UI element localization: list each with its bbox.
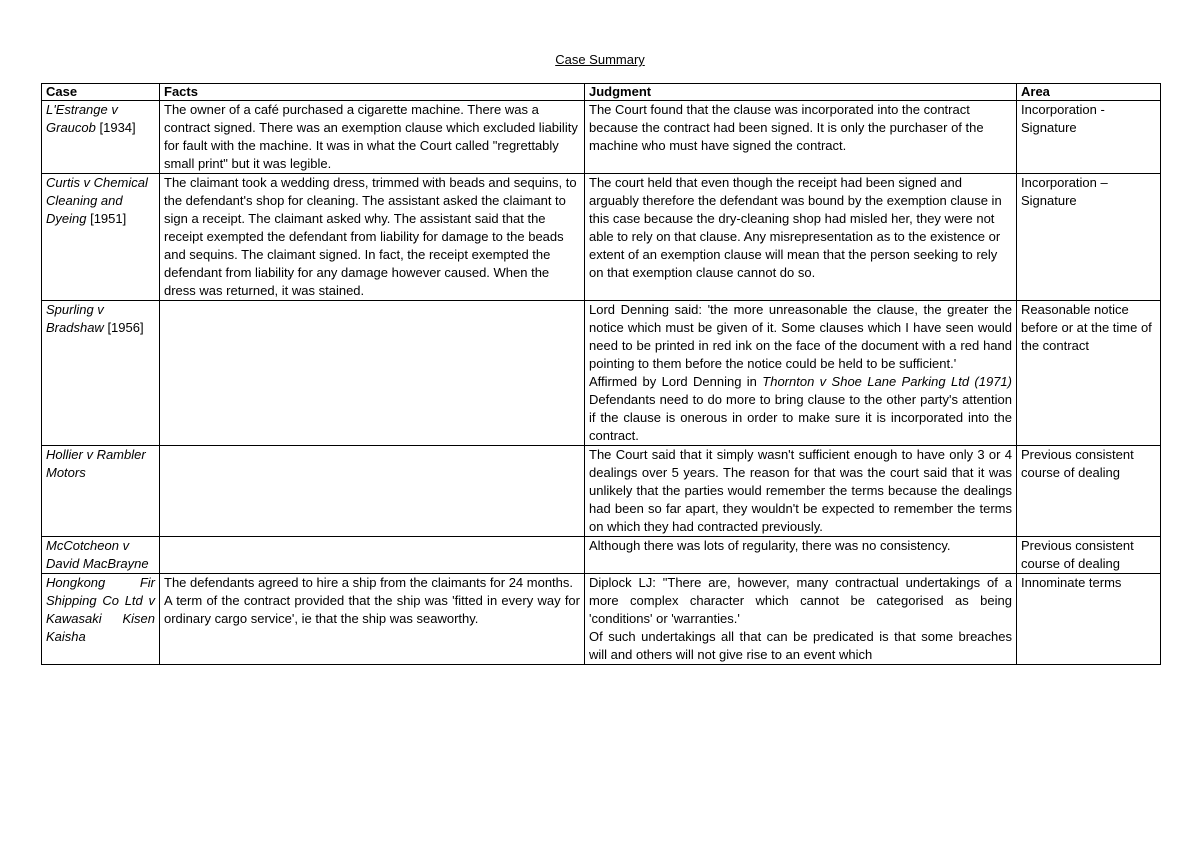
area-cell: Reasonable notice before or at the time of the contract [1017, 301, 1161, 446]
table-row [42, 574, 1161, 665]
header-judgment: Judgment [585, 84, 1017, 101]
facts-cell [160, 301, 585, 446]
case-cell [42, 101, 160, 174]
facts-cell [160, 537, 585, 574]
case-summary-table [41, 83, 1161, 665]
table-row [42, 446, 1161, 537]
table-header-row [42, 84, 1161, 101]
judgment-text: Affirmed by Lord Denning in [589, 374, 763, 389]
case-name: Curtis v Chemical Cleaning and Dyeing [46, 175, 148, 226]
area-cell: Incorporation - Signature [1017, 101, 1161, 174]
judgment-text: Defendants need to do more to bring clause to the other party's attention if the clause is onerous in order to make sure it is incorporated into the contract. [589, 392, 1012, 443]
header-facts: Facts [160, 84, 585, 101]
case-name: McCotcheon v David MacBrayne [46, 538, 149, 571]
judgment-text: Of such undertakings all that can be predicated is that some breaches will and others will not give rise to an event which [589, 629, 1012, 662]
table-row [42, 101, 1161, 174]
area-cell: Innominate terms [1017, 574, 1161, 665]
case-cell [42, 574, 160, 665]
judgment-cell: The court held that even though the receipt had been signed and arguably therefore the defendant was bound by the exemption clause in this case because the dry-cleaning shop had misled her, they were not able to rely on that clause. Any misrepresentation as to the existence or extent of an exemption clause will mean that the person seeking to rely on that exemption clause cannot do so. [585, 174, 1017, 301]
case-citation: Thornton v Shoe Lane Parking Ltd (1971) [762, 374, 1012, 389]
case-name: L'Estrange v Graucob [46, 102, 118, 135]
table-row [42, 174, 1161, 301]
header-area: Area [1017, 84, 1161, 101]
case-name: Spurling v Bradshaw [46, 302, 104, 335]
facts-text: A term of the contract provided that the ship was 'fitted in every way for ordinary cargo service', ie that the ship was seaworthy. [164, 593, 580, 626]
case-year: [1956] [107, 320, 144, 335]
facts-cell: The owner of a café purchased a cigarette machine. There was a contract signed. There was an exemption clause which excluded liability for fault with the machine. It was in what the Court called "regrettably small print" but it was legible. [160, 101, 585, 174]
judgment-cell: Although there was lots of regularity, there was no consistency. [585, 537, 1017, 574]
judgment-cell: The Court found that the clause was incorporated into the contract because the contract had been signed. It is only the purchaser of the machine who must have signed the contract. [585, 101, 1017, 174]
area-cell: Previous consistent course of dealing [1017, 446, 1161, 537]
case-cell [42, 174, 160, 301]
case-cell [42, 301, 160, 446]
case-year: [1934] [99, 120, 136, 135]
judgment-text: Diplock LJ: "There are, however, many contractual undertakings of a more complex character which cannot be categorised as being 'conditions' or 'warranties.' [589, 575, 1012, 626]
table-row [42, 537, 1161, 574]
header-case: Case [42, 84, 160, 101]
case-name: Hollier v Rambler Motors [46, 447, 146, 480]
page-title: Case Summary [555, 52, 645, 67]
area-cell: Previous consistent course of dealing [1017, 537, 1161, 574]
case-cell [42, 537, 160, 574]
area-cell: Incorporation – Signature [1017, 174, 1161, 301]
table-row [42, 301, 1161, 446]
facts-cell [160, 574, 585, 665]
case-cell [42, 446, 160, 537]
facts-text: The defendants agreed to hire a ship from the claimants for 24 months. [164, 575, 574, 590]
facts-cell: The claimant took a wedding dress, trimmed with beads and sequins, to the defendant's shop for cleaning. The assistant asked the claimant to sign a receipt. The claimant asked why. The assistant said that the receipt exempted the defendant from liability for damage to the beads and sequins. The claimant signed. In fact, the receipt exempted the defendant from liability for any damage however caused. When the dress was returned, it was stained. [160, 174, 585, 301]
case-year: [1951] [90, 211, 127, 226]
judgment-cell [585, 301, 1017, 446]
judgment-cell: The Court said that it simply wasn't sufficient enough to have only 3 or 4 dealings over 5 years. The reason for that was the court said that it was unlikely that the parties would remember the terms because the dealings had been so far apart, they wouldn't be expected to remember the terms on which they had contracted previously. [585, 446, 1017, 537]
facts-cell [160, 446, 585, 537]
judgment-cell [585, 574, 1017, 665]
judgment-text: Lord Denning said: 'the more unreasonable the clause, the greater the notice which must be given of it. Some clauses which I have seen would need to be printed in red ink on the face of the document with a red hand pointing to them before the notice could be held to be sufficient.' [589, 302, 1012, 371]
case-name: Hongkong Fir Shipping Co Ltd v Kawasaki Kisen Kaisha [46, 575, 155, 644]
